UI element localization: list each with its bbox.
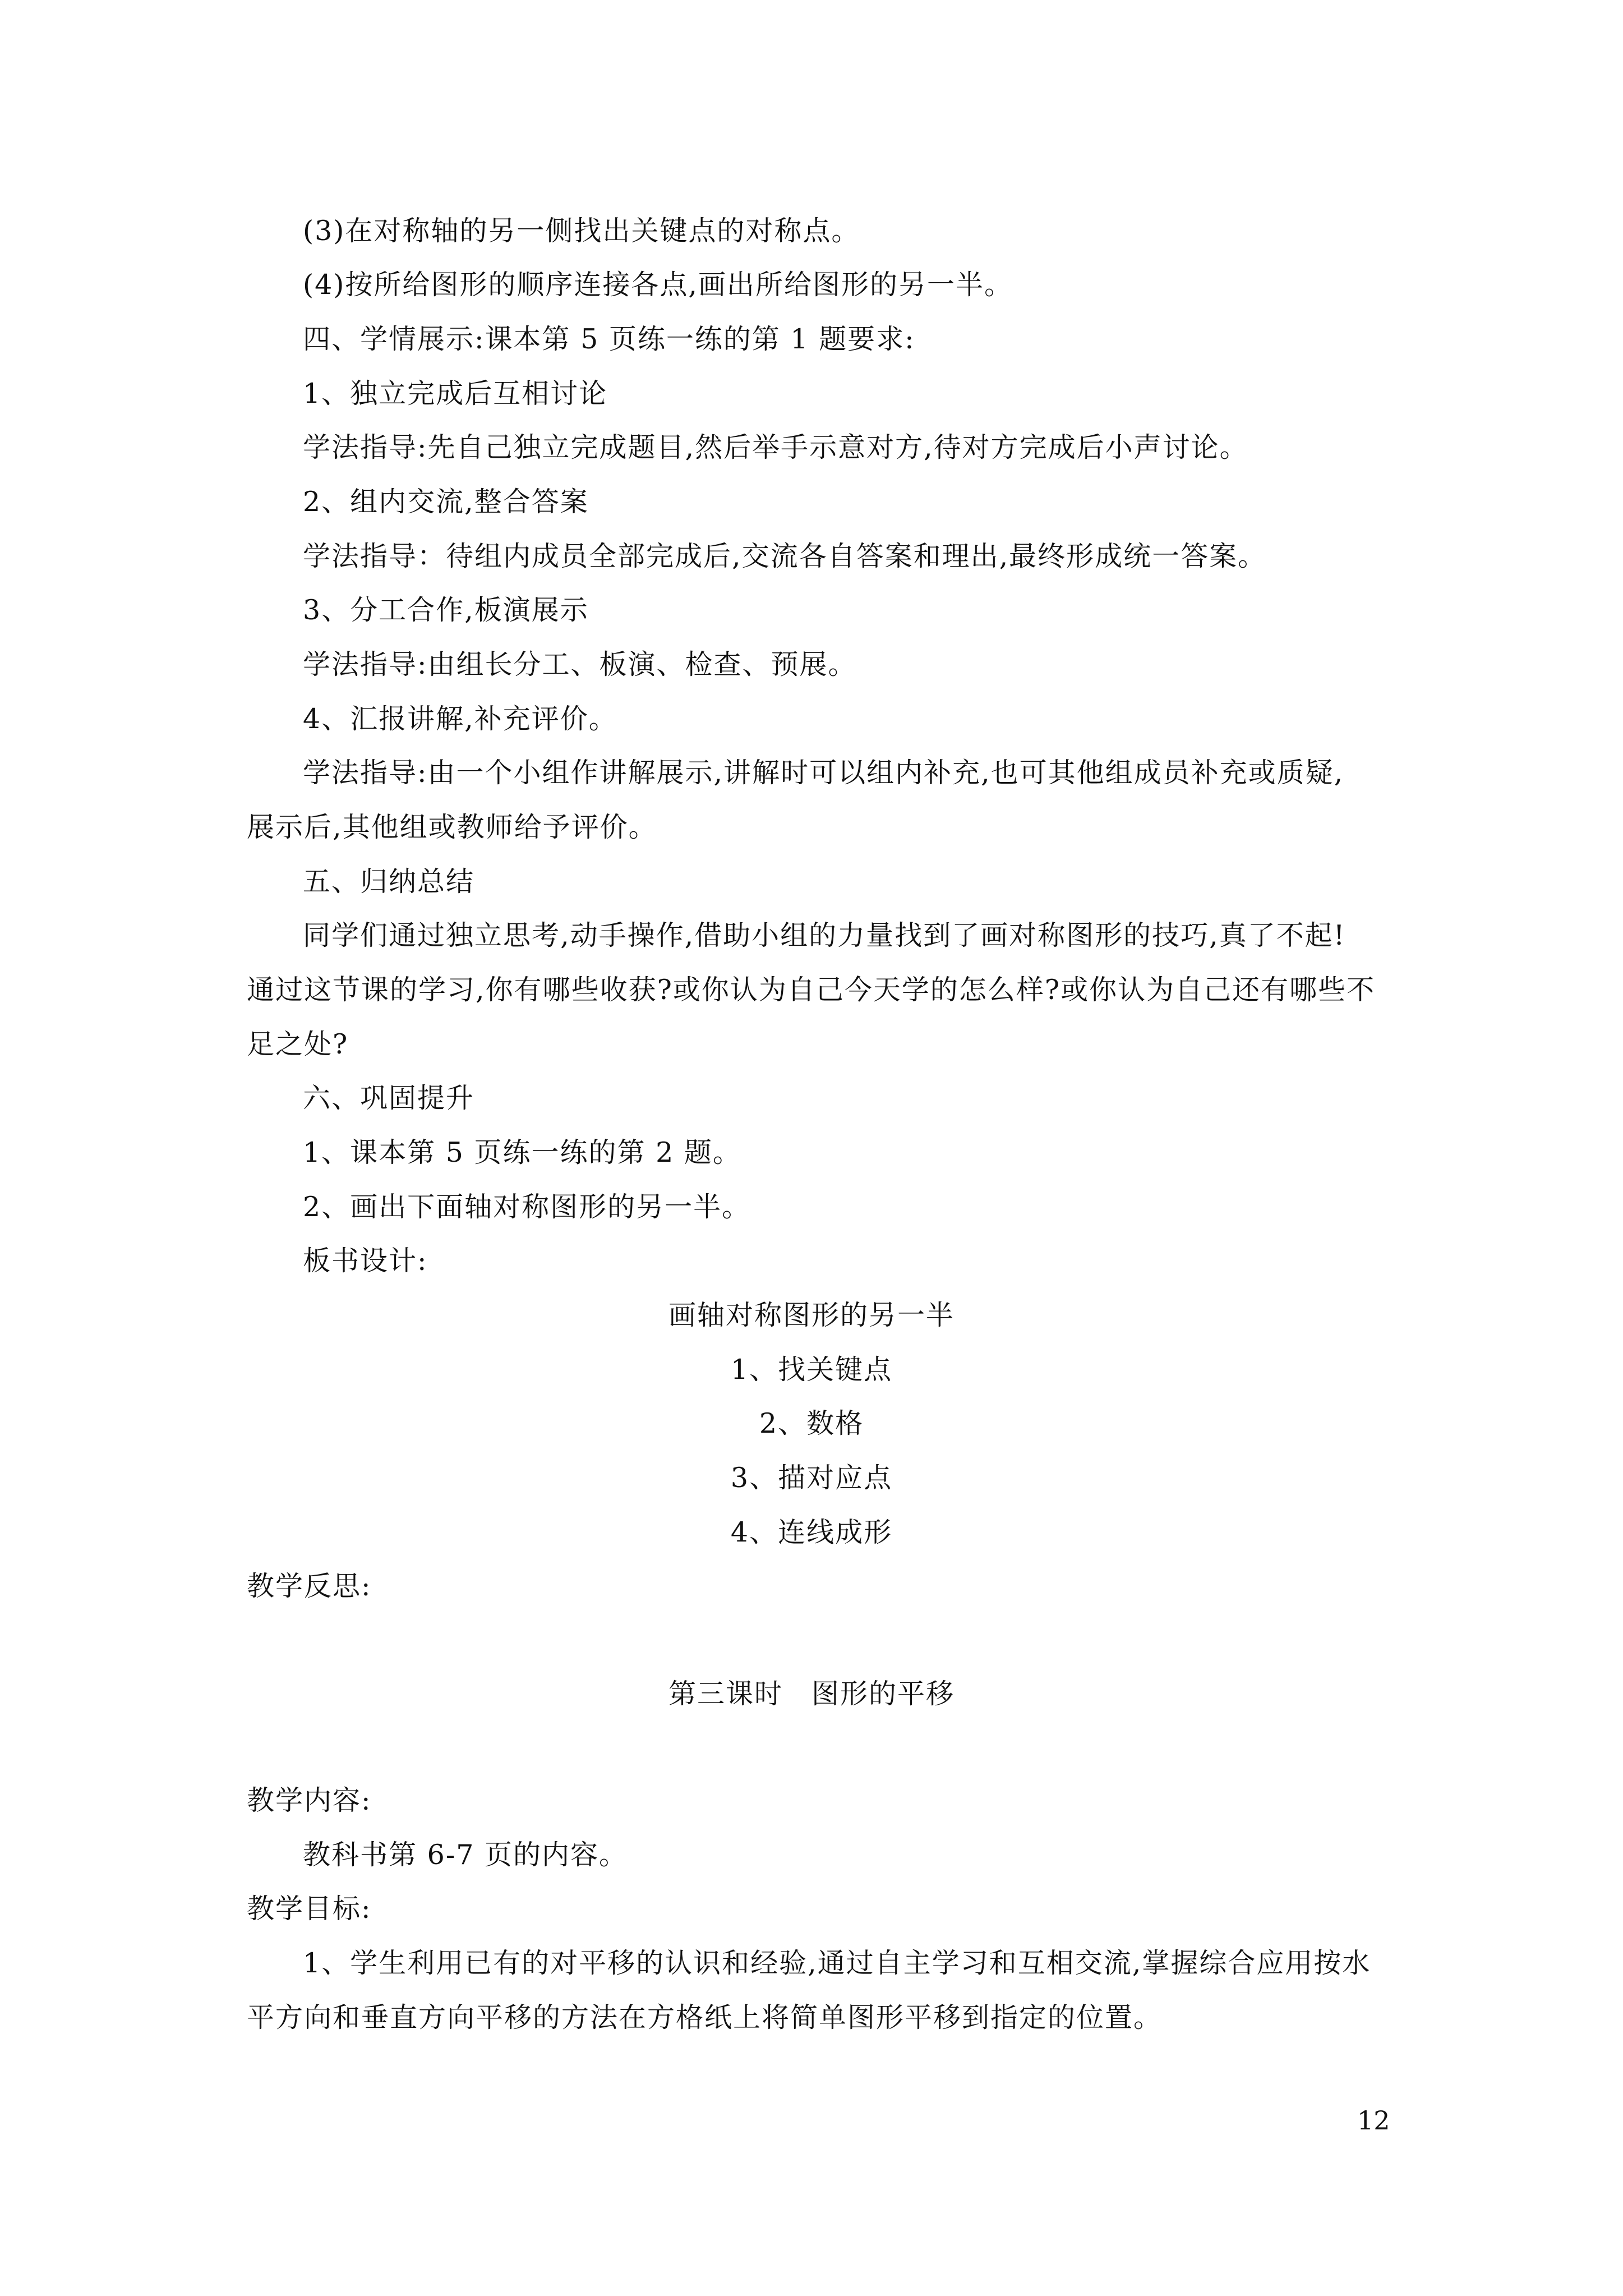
objective-1-line-1: 1、学生利用已有的对平移的认识和经验,通过自主学习和互相交流,掌握综合应用按水 — [303, 1947, 1371, 1979]
board-step-2: 2、数格 — [759, 1407, 864, 1439]
section-5-heading: 五、归纳总结 — [303, 866, 475, 898]
step-4-line: (4)按所给图形的顺序连接各点,画出所给图形的另一半。 — [303, 269, 1013, 301]
practice-item-2: 2、画出下面轴对称图形的另一半。 — [303, 1191, 751, 1223]
guidance-2-line: 学法指导：待组内成员全部完成后,交流各自答案和理出,最终形成统一答案。 — [303, 540, 1267, 572]
content-text: 教科书第 6-7 页的内容。 — [303, 1839, 628, 1871]
board-design-label: 板书设计: — [303, 1245, 428, 1277]
practice-item-1: 1、课本第 5 页练一练的第 2 题。 — [303, 1137, 741, 1168]
item-1-line: 1、独立完成后互相讨论 — [303, 378, 608, 409]
page-number: 12 — [1357, 2105, 1390, 2136]
summary-line-2: 通过这节课的学习,你有哪些收获?或你认为自己今天学的怎么样?或你认为自己还有哪些不 — [247, 974, 1376, 1006]
objectives-label: 教学目标: — [247, 1893, 372, 1925]
summary-line-3: 足之处? — [247, 1028, 349, 1060]
content-label: 教学内容: — [247, 1784, 372, 1816]
board-step-4: 4、连线成形 — [730, 1516, 893, 1548]
objective-1-line-2: 平方向和垂直方向平移的方法在方格纸上将简单图形平移到指定的位置。 — [247, 2001, 1163, 2033]
guidance-1-line: 学法指导:先自己独立完成题目,然后举手示意对方,待对方完成后小声讨论。 — [303, 431, 1248, 463]
item-2-line: 2、组内交流,整合答案 — [303, 486, 589, 518]
guidance-4-continued: 展示后,其他组或教师给予评价。 — [247, 811, 657, 843]
section-6-heading: 六、巩固提升 — [303, 1082, 475, 1114]
summary-line-1: 同学们通过独立思考,动手操作,借助小组的力量找到了画对称图形的技巧,真了不起! — [303, 919, 1346, 951]
reflection-label: 教学反思: — [247, 1570, 372, 1602]
guidance-3-line: 学法指导:由组长分工、板演、检查、预展。 — [303, 648, 857, 680]
section-4-heading: 四、学情展示:课本第 5 页练一练的第 1 题要求: — [303, 323, 915, 355]
guidance-4-line: 学法指导:由一个小组作讲解展示,讲解时可以组内补充,也可其他组成员补充或质疑, — [303, 757, 1344, 789]
board-step-1: 1、找关键点 — [730, 1354, 893, 1386]
item-4-line: 4、汇报讲解,补充评价。 — [303, 703, 617, 735]
item-3-line: 3、分工合作,板演展示 — [303, 594, 589, 626]
board-step-3: 3、描对应点 — [730, 1462, 893, 1494]
lesson-3-title: 第三课时 图形的平移 — [668, 1678, 955, 1710]
board-title: 画轴对称图形的另一半 — [668, 1299, 955, 1331]
step-3-line: (3)在对称轴的另一侧找出关键点的对称点。 — [303, 215, 860, 247]
